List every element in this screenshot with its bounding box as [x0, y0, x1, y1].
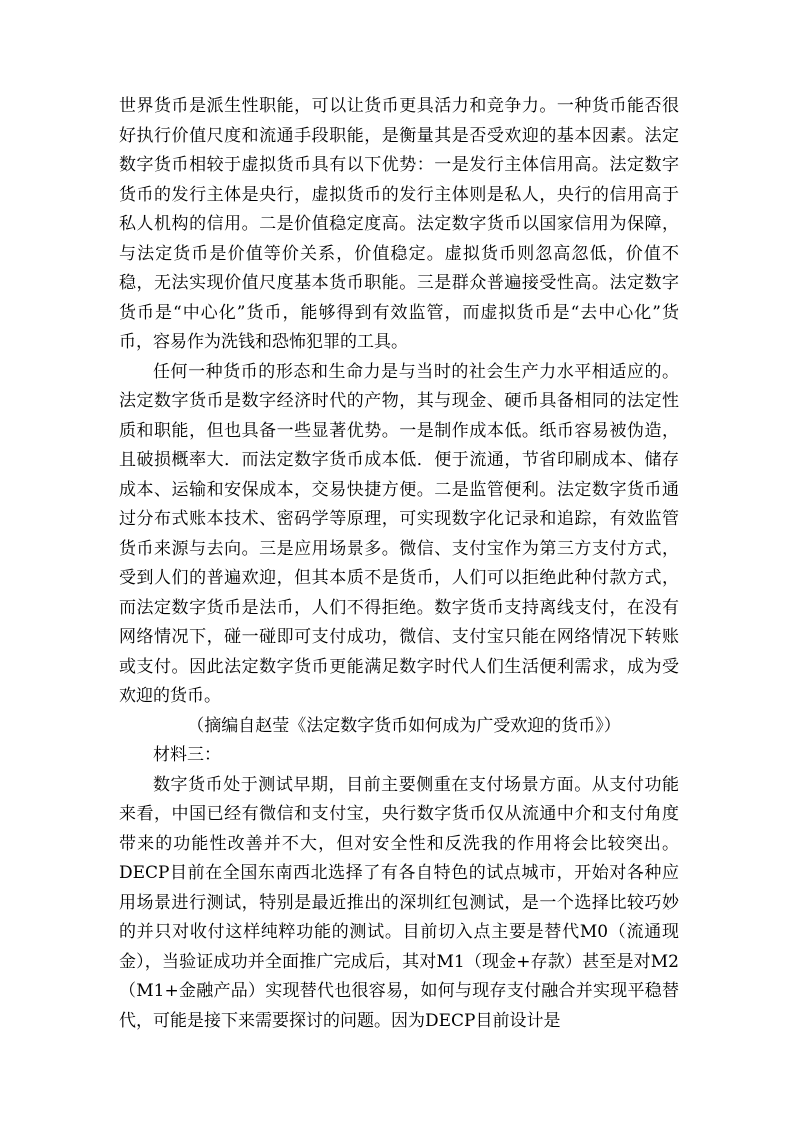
source-citation: （摘编自赵莹《法定数字货币如何成为广受欢迎的货币》）	[187, 715, 621, 736]
document-page	[119, 92, 679, 1036]
material-three-label: 材料三：	[153, 745, 221, 765]
paragraph-currency-advantages: 任何一种货币的形态和生命力是与当时的社会生产力水平相适应的。法定数字货币是数字经济时代的产物，其与现金、硬币具备相同的法定性质和职能，但也具备一些显著优势。一是制作成本低。纸币容易被伪造，且破损概率大．而法定数字货币成本低．便于流通，节省印刷成本、储存成本、运输和安保成本，交易快捷方便。二是监管便利。法定数字货币通过分布式账本技术、密码学等原理，可实现数字化记录和追踪，有效监管货币来源与去向。三是应用场景多。微信、支付宝作为第三方支付方式，受到人们的普遍欢迎，但其本质不是货币，人们可以拒绝此种付款方式，而法定数字货币是法币，人们不得拒绝。数字货币支持离线支付，在没有网络情况下，碰一碰即可支付成功，微信、支付宝只能在网络情况下转账或支付。因此法定数字货币更能满足数字时代人们生活便利需求，成为受欢迎的货币。	[119, 361, 679, 706]
paragraph-world-currency: 世界货币是派生性职能，可以让货币更具活力和竞争力。一种货币能否很好执行价值尺度和流通手段职能，是衡量其是否受欢迎的基本因素。法定数字货币相较于虚拟货币具有以下优势：一是发行主体信用高。法定数字货币的发行主体是央行，虚拟货币的发行主体则是私人，央行的信用高于私人机构的信用。二是价值稳定度高。法定数字货币以国家信用为保障，与法定货币是价值等价关系，价值稳定。虚拟货币则忽高忽低，价值不稳，无法实现价值尺度基本货币职能。三是群众普遍接受性高。法定数字货币是“中心化”货币，能够得到有效监管，而虚拟货币是“去中心化”货币，容易作为洗钱和恐怖犯罪的工具。	[119, 96, 679, 352]
paragraph-digital-currency-testing: 数字货币处于测试早期，目前主要侧重在支付场景方面。从支付功能来看，中国已经有微信和支付宝，央行数字货币仅从流通中介和支付角度带来的功能性改善并不大，但对安全性和反洗我的作用将会比较突出。DECP目前在全国东南西北选择了有各自特色的试点城市，开始对各种应用场景进行测试，特别是最近推出的深圳红包测试，是一个选择比较巧妙的并只对收付这样纯粹功能的测试。目前切入点主要是替代M0（流通现金），当验证成功并全面推广完成后，其对M1（现金+存款）甚至是对M2（M1+金融产品）实现替代也很容易，如何与现存支付融合并实现平稳替代，可能是接下来需要探讨的问题。因为DECP目前设计是	[119, 774, 679, 1031]
